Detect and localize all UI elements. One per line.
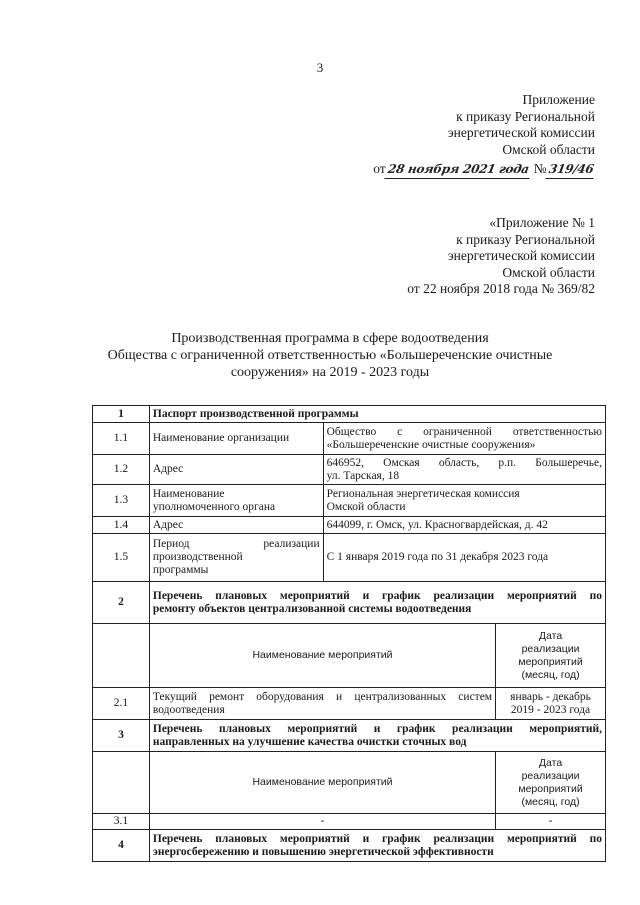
number-prefix: № xyxy=(533,161,547,176)
table-row xyxy=(93,582,606,624)
value-line: 646952, Омская область, р.п. Большеречье, xyxy=(326,456,602,469)
header-line: (месяц, год) xyxy=(521,795,580,808)
row-label xyxy=(149,485,323,517)
activity-name: - xyxy=(149,814,495,830)
appendix-line: энергетической комиссии xyxy=(447,248,595,263)
header-line: мероприятий xyxy=(518,655,583,668)
table-row xyxy=(93,830,606,862)
row-value xyxy=(323,485,605,517)
row-value xyxy=(323,455,605,485)
appendix-date-line xyxy=(373,161,595,179)
label-line: Период реализации xyxy=(152,538,320,550)
section-title: Паспорт производственной программы xyxy=(149,406,605,423)
title-line: Производственная программа в сфере водоотведения xyxy=(171,331,489,346)
appendix-line: от 22 ноября 2018 года № 369/82 xyxy=(407,281,595,296)
appendix-line: «Приложение № 1 xyxy=(489,215,595,230)
column-header-name: Наименование мероприятий xyxy=(149,752,495,814)
title-line: Перечень плановых мероприятий и график реализации мероприятий, xyxy=(152,722,602,735)
name-line: Текущий ремонт оборудования и централизованных систем xyxy=(152,690,493,703)
title-line: сооружения» на 2019 - 2023 годы xyxy=(230,365,430,380)
page-number: 3 xyxy=(316,60,324,75)
title-line: Перечень плановых мероприятий и график реализации мероприятий по xyxy=(152,832,602,845)
appendix-line: энергетической комиссии xyxy=(447,125,595,140)
column-header-name: Наименование мероприятий xyxy=(149,624,495,688)
label-line: Наименование xyxy=(152,487,225,500)
activity-date: - xyxy=(496,814,606,830)
row-number: 1.3 xyxy=(93,485,150,517)
empty-cell xyxy=(93,752,150,814)
empty-cell xyxy=(93,624,150,688)
table-row xyxy=(93,534,606,582)
header-line: мероприятий xyxy=(518,782,583,795)
row-number: 1.1 xyxy=(93,423,150,455)
row-number: 1.2 xyxy=(93,455,150,485)
appendix-line: Омской области xyxy=(502,141,595,157)
title-line: направленных на улучшение качества очистки сточных вод xyxy=(152,735,467,748)
table-row xyxy=(93,423,606,455)
row-label: Наименование организации xyxy=(149,423,323,455)
table-row xyxy=(93,688,606,720)
value-line: Омской области xyxy=(326,500,406,513)
row-label: Адрес xyxy=(149,517,323,534)
header-line: реализации xyxy=(521,769,580,782)
section-number: 4 xyxy=(93,830,150,862)
appendix-line: Приложение xyxy=(522,92,595,107)
row-value: 644099, г. Омск, ул. Красногвардейская, д. 42 xyxy=(323,517,605,534)
section-number: 1 xyxy=(93,406,150,423)
date-line: январь - декабрь xyxy=(510,690,591,703)
document-title xyxy=(60,330,600,381)
date-prefix: от xyxy=(373,161,386,176)
appendix-header xyxy=(373,92,595,179)
name-line: водоотведения xyxy=(152,703,225,716)
label-line: уполномоченного органа xyxy=(152,500,276,513)
table-row xyxy=(93,455,606,485)
table-row xyxy=(93,517,606,534)
header-line: Дата xyxy=(538,756,563,769)
appendix-line: Омской области xyxy=(502,264,595,280)
table-row xyxy=(93,624,606,688)
table-row xyxy=(93,406,606,423)
program-table xyxy=(92,405,606,862)
value-line: «Большереченские очистные сооружения» xyxy=(326,438,536,451)
section-title xyxy=(149,582,605,624)
table-row xyxy=(93,485,606,517)
header-line: Дата xyxy=(538,629,563,642)
label-line: производственной xyxy=(152,551,243,563)
value-line: Общество с ограниченной ответственностью xyxy=(326,425,602,438)
value-line: Региональная энергетическая комиссия xyxy=(326,487,520,500)
column-header-date xyxy=(496,752,606,814)
appendix-line: к приказу Региональной xyxy=(456,108,595,124)
section-title xyxy=(149,720,605,752)
appendix-line: к приказу Региональной xyxy=(456,231,595,247)
handwritten-number: 319/46 xyxy=(545,161,596,179)
row-number: 3.1 xyxy=(93,814,150,830)
row-number: 2.1 xyxy=(93,688,150,720)
table-row xyxy=(93,720,606,752)
row-value: С 1 января 2019 года по 31 декабря 2023 года xyxy=(323,534,605,582)
section-number: 2 xyxy=(93,582,150,624)
title-line: энергосбережению и повышению энергетической эффективности xyxy=(152,845,494,858)
date-line: 2019 - 2023 года xyxy=(510,703,591,716)
section-title xyxy=(149,830,605,862)
title-line: Перечень плановых мероприятий и график реализации мероприятий по xyxy=(152,589,602,602)
row-number: 1.4 xyxy=(93,517,150,534)
header-line: (месяц, год) xyxy=(521,668,580,681)
handwritten-date: 28 ноября 2021 года xyxy=(384,161,532,179)
row-number: 1.5 xyxy=(93,534,150,582)
column-header-date xyxy=(496,624,606,688)
activity-name xyxy=(149,688,495,720)
title-line: ремонту объектов централизованной системы водоотведения xyxy=(152,602,472,615)
table-row xyxy=(93,752,606,814)
previous-appendix-header xyxy=(407,215,595,298)
row-label: Адрес xyxy=(149,455,323,485)
label-line: программы xyxy=(152,564,209,576)
activity-date xyxy=(496,688,606,720)
title-line: Общества с ограниченной ответственностью «Большереченские очистные xyxy=(107,348,553,363)
section-number: 3 xyxy=(93,720,150,752)
table-row xyxy=(93,814,606,830)
row-value xyxy=(323,423,605,455)
row-label xyxy=(149,534,323,582)
header-line: реализации xyxy=(521,642,580,655)
value-line: ул. Тарская, 18 xyxy=(326,469,400,482)
